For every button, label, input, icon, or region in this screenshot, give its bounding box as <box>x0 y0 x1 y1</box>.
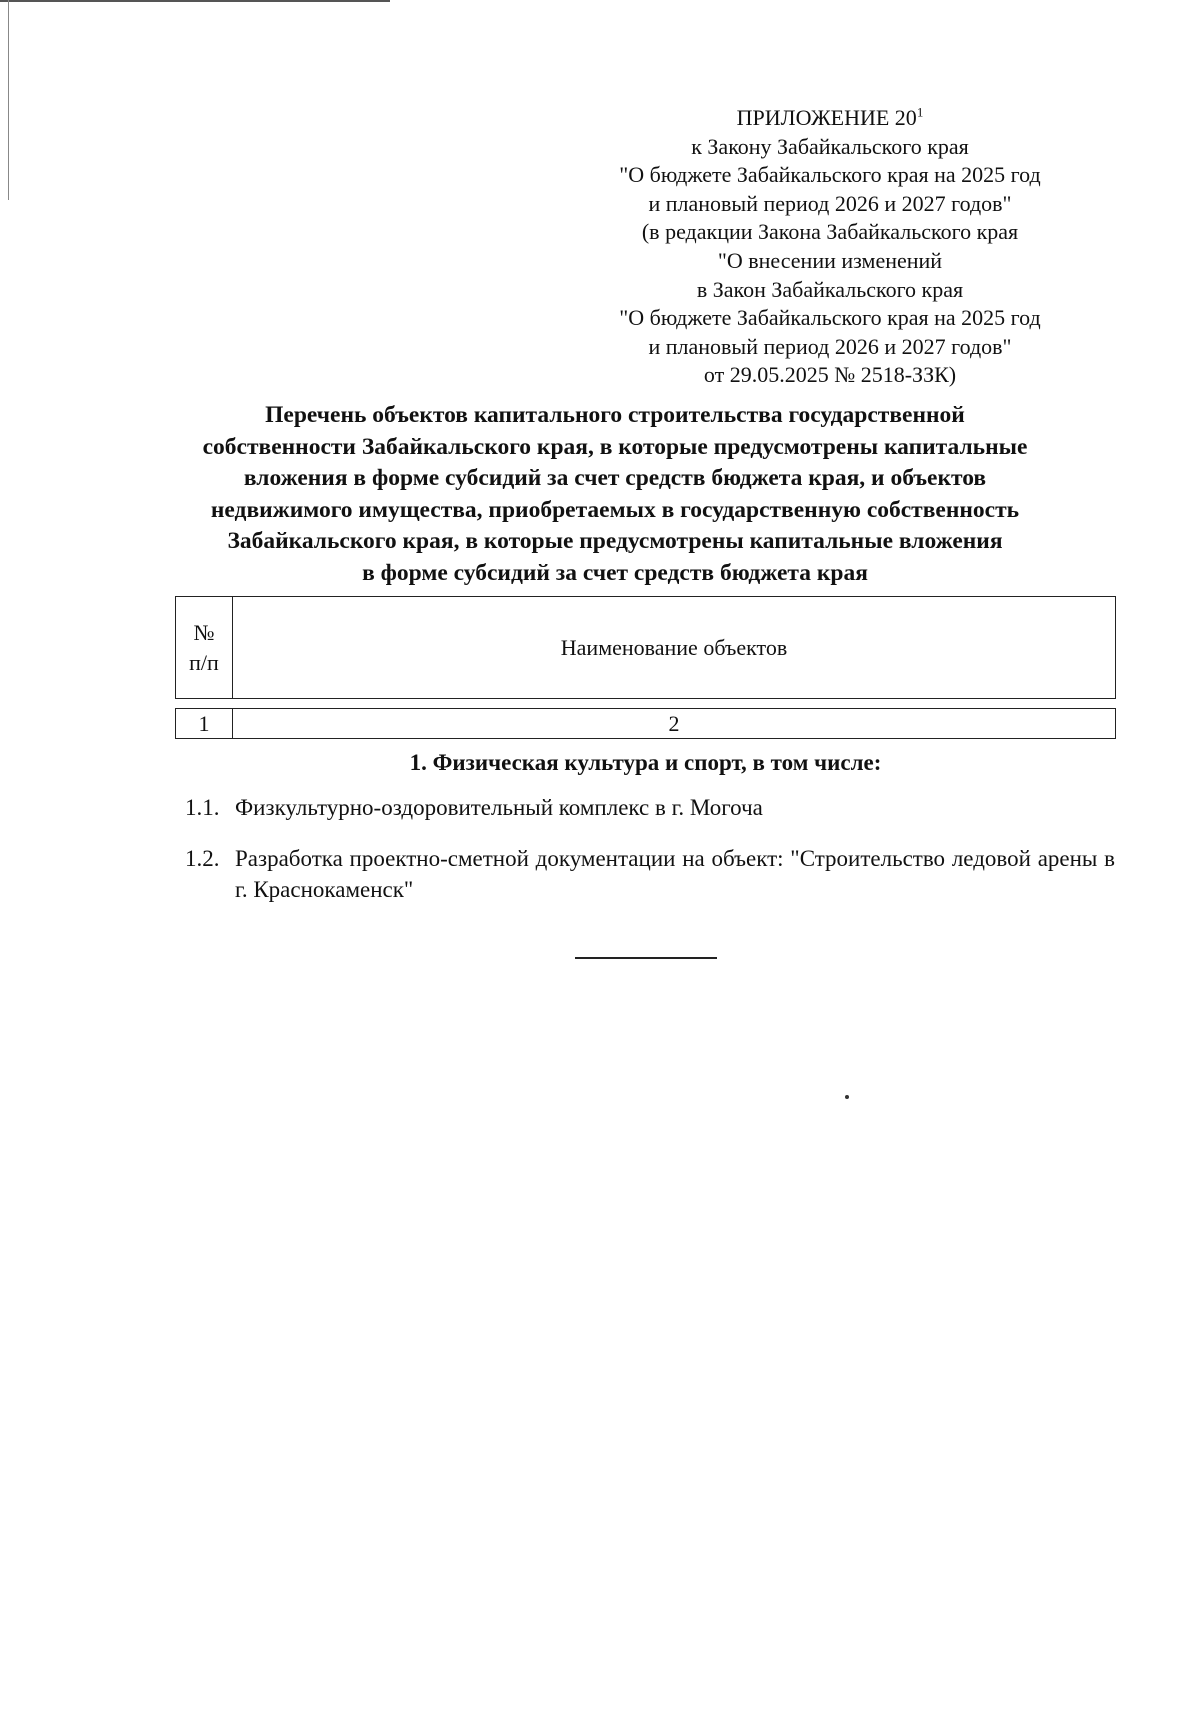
heading-line: вложения в форме субсидий за счет средств бюджета края, и объектов <box>243 465 987 491</box>
column-index-number: 1 <box>176 709 233 739</box>
list-item-text: Разработка проектно-сметной документации на объект: "Строительство ледовой арены в г. Краснокаменск" <box>235 846 1115 902</box>
appendix-header <box>560 104 1100 390</box>
appendix-title-superscript: 1 <box>916 104 924 120</box>
column-header-name: Наименование объектов <box>233 597 1116 699</box>
appendix-title-text: ПРИЛОЖЕНИЕ 20 <box>736 105 917 130</box>
scan-artifact-top-line <box>0 0 390 2</box>
list-item-text: Физкультурно-оздоровительный комплекс в г. Могоча <box>235 795 763 820</box>
column-header-number <box>176 597 233 699</box>
objects-table-index-row <box>175 708 1116 739</box>
appendix-line: и плановый период 2026 и 2027 годов" <box>648 333 1012 359</box>
heading-line: собственности Забайкальского края, в которые предусмотрены капитальные <box>202 433 1028 460</box>
column-header-number-line1: № <box>193 619 215 645</box>
appendix-line: "О бюджете Забайкальского края на 2025 год <box>619 162 1041 188</box>
closing-rule <box>575 957 717 959</box>
scan-artifact-left-line <box>8 0 9 200</box>
table-index-row <box>176 709 1116 739</box>
appendix-line: к Закону Забайкальского края <box>691 133 969 159</box>
appendix-line: и плановый период 2026 и 2027 годов" <box>648 190 1012 216</box>
list-item-number: 1.2. <box>185 846 220 871</box>
heading-line: в форме субсидий за счет средств бюджета края <box>362 559 868 586</box>
list-item <box>185 843 1115 905</box>
appendix-line: "О внесении изменений <box>717 247 943 273</box>
section-title: 1. Физическая культура и спорт, в том числе: <box>409 750 882 775</box>
list-item-number: 1.1. <box>185 795 220 820</box>
appendix-title <box>560 104 1100 133</box>
appendix-line: от 29.05.2025 № 2518-ЗЗК) <box>703 362 957 388</box>
scan-speck <box>845 1095 849 1099</box>
table-header-row <box>176 597 1116 699</box>
document-heading <box>150 400 1080 589</box>
column-index-name: 2 <box>233 709 1116 739</box>
list-item <box>185 792 1115 823</box>
objects-table-header <box>175 596 1116 699</box>
appendix-line: "О бюджете Забайкальского края на 2025 год <box>619 305 1041 331</box>
column-header-number-line2: п/п <box>189 649 219 675</box>
appendix-line: (в редакции Закона Забайкальского края <box>641 219 1019 245</box>
appendix-line: в Закон Забайкальского края <box>696 276 964 302</box>
heading-line: недвижимого имущества, приобретаемых в государственную собственность <box>210 496 1020 523</box>
heading-line: Забайкальского края, в которые предусмотрены капитальные вложения <box>227 528 1003 554</box>
heading-line: Перечень объектов капитального строительства государственной <box>265 402 965 428</box>
